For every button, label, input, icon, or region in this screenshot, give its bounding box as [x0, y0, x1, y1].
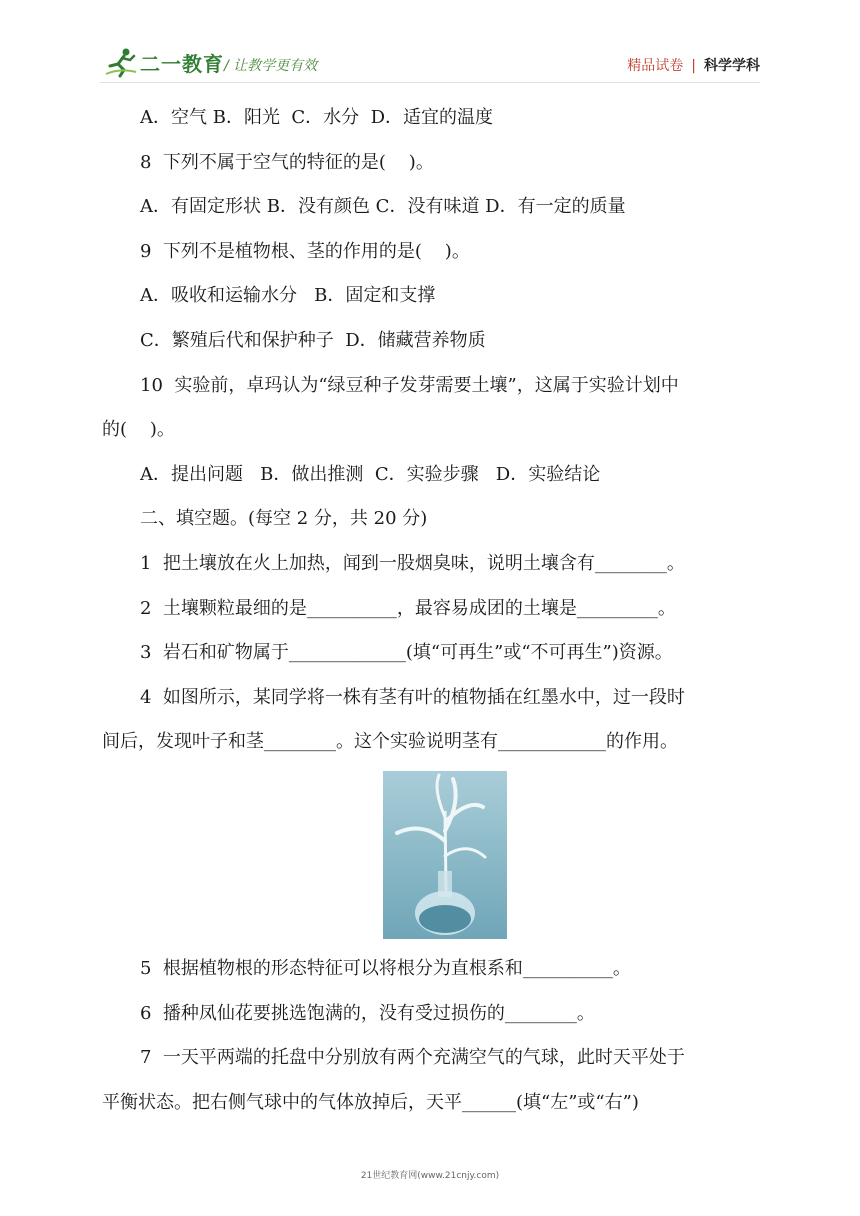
page-footer: 21世纪教育网(www.21cnjy.com): [360, 1171, 500, 1181]
question-block-1: [102, 96, 762, 765]
text-line: C．繁殖后代和保护种子 D．储藏营养物质: [140, 329, 486, 351]
text-line: A．吸收和运输水分 B．固定和支撑: [140, 285, 436, 307]
text-line: 2 土壤颗粒最细的是__________，最容易成团的土壤是_________。: [140, 597, 676, 619]
section-heading: 二、填空题。(每空 2 分，共 20 分): [140, 508, 428, 530]
text-line: 1 把土壤放在火上加热，闻到一股烟臭味，说明土壤含有________。: [140, 552, 685, 574]
logo-text: 二一教育: [140, 51, 224, 76]
text-line: 的( )。: [102, 419, 175, 441]
text-line: 4 如图所示，某同学将一株有茎有叶的植物插在红墨水中，过一段时: [140, 686, 685, 708]
text-line: 7 一天平两端的托盘中分别放有两个充满空气的气球，此时天平处于: [140, 1047, 685, 1069]
page-header: [0, 0, 860, 90]
text-line: 6 播种凤仙花要挑选饱满的，没有受过损伤的________。: [140, 1002, 595, 1024]
text-line: 8 下列不属于空气的特征的是( )。: [140, 151, 434, 173]
subject-label: [627, 55, 760, 75]
plant-in-flask-image: [383, 771, 507, 939]
brand-separator: |: [691, 58, 696, 74]
header-divider: [100, 82, 760, 83]
logo: [104, 46, 224, 78]
subject-name: 科学学科: [704, 58, 760, 74]
question-block-2: [102, 946, 762, 1124]
text-line: 10 实验前，卓玛认为“绿豆种子发芽需要土壤”，这属于实验计划中: [140, 374, 679, 396]
runner-logo-icon: [104, 46, 138, 78]
slogan: / 让教学更有效: [224, 58, 318, 74]
text-line: A．有固定形状 B．没有颜色 C．没有味道 D．有一定的质量: [140, 196, 626, 218]
brand-label: 精品试卷: [627, 58, 684, 74]
text-line: A．空气 B．阳光 C．水分 D．适宜的温度: [140, 107, 494, 128]
text-line: 平衡状态。把右侧气球中的气体放掉后，天平______(填“左”或“右”): [102, 1091, 639, 1113]
text-line: 3 岩石和矿物属于_____________(填“可再生”或“不可再生”)资源。: [140, 642, 673, 664]
text-line: A．提出问题 B．做出推测 C．实验步骤 D．实验结论: [140, 463, 601, 485]
text-line: 间后，发现叶子和茎________。这个实验说明茎有____________的作用。: [102, 731, 678, 753]
text-line: 9 下列不是植物根、茎的作用的是( )。: [140, 240, 470, 262]
text-line: 5 根据植物根的形态特征可以将根分为直根系和__________。: [140, 958, 631, 979]
